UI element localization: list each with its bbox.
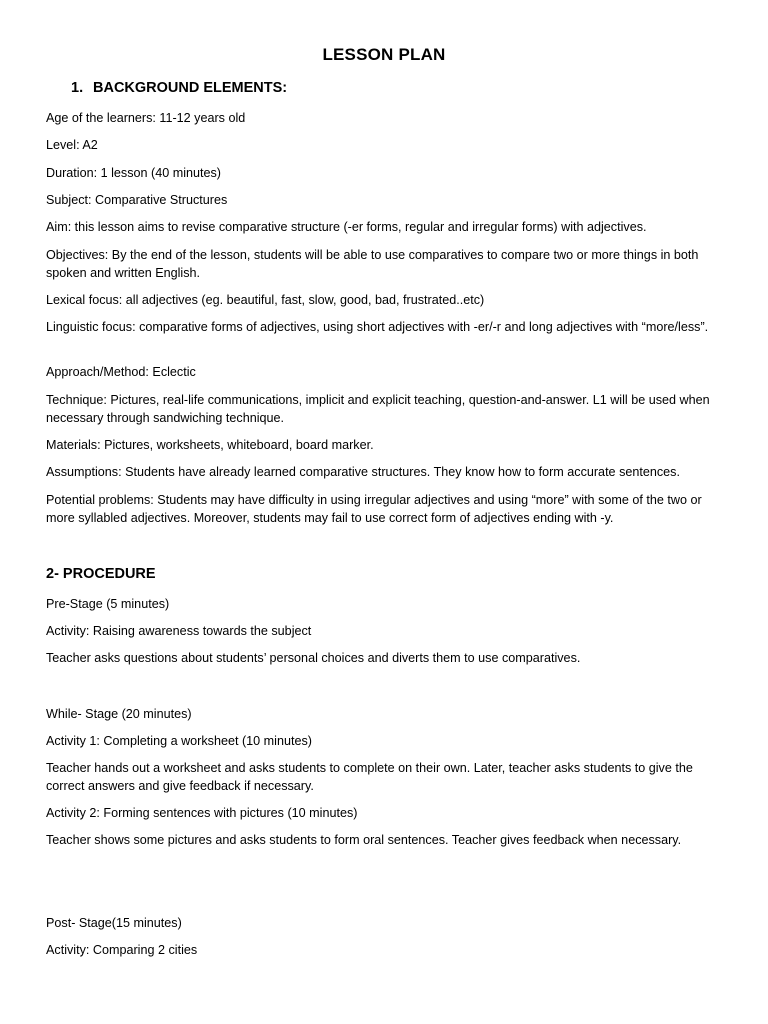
paragraph-while-activity-1: Activity 1: Completing a worksheet (10 minutes) bbox=[46, 734, 312, 748]
paragraph-pre-stage: Pre-Stage (5 minutes) bbox=[46, 597, 170, 611]
paragraph-while-teacher-2: Teacher shows some pictures and asks students to form oral sentences. Teacher gives feedback when necessary. bbox=[46, 833, 682, 847]
paragraph-lexical-focus: Lexical focus: all adjectives (eg. beautiful, fast, slow, good, bad, frustrated..etc) bbox=[46, 293, 485, 307]
paragraph-linguistic-focus: Linguistic focus: comparative forms of adjectives, using short adjectives with -er/-r and long adjectives with “more/less”. bbox=[46, 320, 709, 334]
paragraph-post-activity: Activity: Comparing 2 cities bbox=[46, 943, 198, 957]
paragraph-pre-activity: Activity: Raising awareness towards the subject bbox=[46, 624, 312, 638]
paragraph-potential-problems: Potential problems: Students may have difficulty in using irregular adjectives and using “more” with some of the two or more syllabled adjectives. Moreover, students may fail to use correct form of adjectives ending with -y. bbox=[46, 493, 702, 525]
section-heading-procedure: 2- PROCEDURE bbox=[46, 566, 156, 582]
paragraph-post-stage: Post- Stage(15 minutes) bbox=[46, 916, 182, 930]
section-number: 1. bbox=[71, 80, 84, 96]
paragraph-subject: Subject: Comparative Structures bbox=[46, 193, 228, 207]
paragraph-age: Age of the learners: 11-12 years old bbox=[46, 111, 246, 125]
paragraph-aim: Aim: this lesson aims to revise comparative structure (-er forms, regular and irregular forms) with adjectives. bbox=[46, 220, 647, 234]
paragraph-objectives: Objectives: By the end of the lesson, students will be able to use comparatives to compare two or more things in both spoken and written English. bbox=[46, 248, 699, 280]
paragraph-materials: Materials: Pictures, worksheets, whiteboard, board marker. bbox=[46, 438, 374, 452]
paragraph-pre-teacher: Teacher asks questions about students’ personal choices and diverts them to use comparatives. bbox=[46, 651, 581, 665]
paragraph-assumptions: Assumptions: Students have already learned comparative structures. They know how to form accurate sentences. bbox=[46, 465, 680, 479]
paragraph-level: Level: A2 bbox=[46, 138, 98, 152]
paragraph-while-stage: While- Stage (20 minutes) bbox=[46, 707, 192, 721]
paragraph-while-teacher-1: Teacher hands out a worksheet and asks students to complete on their own. Later, teacher asks students to give the correct answers and give feedback if necessary. bbox=[46, 761, 693, 793]
paragraph-technique: Technique: Pictures, real-life communications, implicit and explicit teaching, question-and-answer. L1 will be used when necessary through sandwiching technique. bbox=[46, 393, 710, 425]
section-heading-background bbox=[71, 80, 287, 96]
paragraph-approach: Approach/Method: Eclectic bbox=[46, 365, 196, 379]
paragraph-duration: Duration: 1 lesson (40 minutes) bbox=[46, 166, 221, 180]
document-title: LESSON PLAN bbox=[322, 45, 446, 64]
paragraph-while-activity-2: Activity 2: Forming sentences with pictures (10 minutes) bbox=[46, 806, 358, 820]
section-heading-text: BACKGROUND ELEMENTS: bbox=[93, 80, 288, 96]
